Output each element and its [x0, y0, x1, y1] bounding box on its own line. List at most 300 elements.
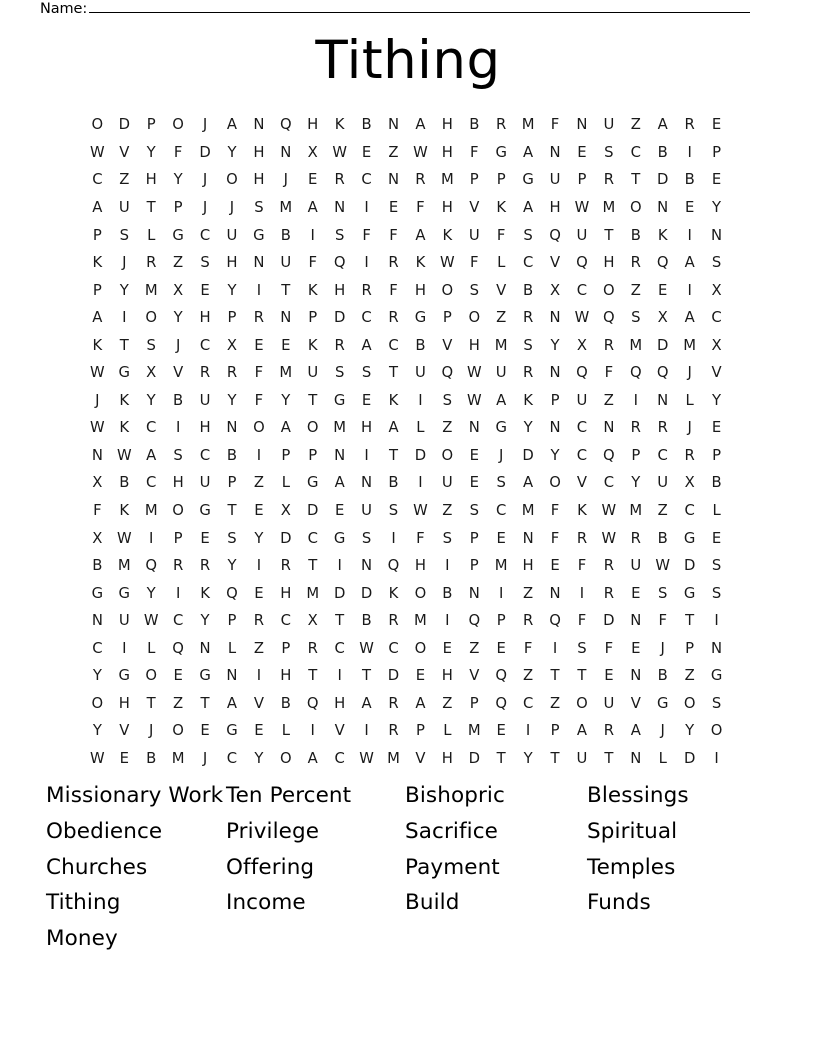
grid-cell[interactable]: C [334, 749, 346, 767]
grid-cell[interactable]: V [630, 694, 642, 712]
grid-cell[interactable]: E [469, 474, 480, 492]
grid-cell[interactable]: K [200, 584, 211, 602]
grid-cell[interactable]: Z [253, 474, 265, 492]
grid-cell[interactable]: M [629, 502, 643, 520]
grid-cell[interactable]: I [714, 612, 719, 630]
grid-cell[interactable]: S [469, 502, 480, 520]
grid-cell[interactable]: T [308, 557, 318, 575]
grid-cell[interactable]: B [119, 474, 130, 492]
grid-cell[interactable]: G [522, 171, 535, 189]
grid-cell[interactable]: R [388, 254, 399, 272]
grid-cell[interactable]: I [310, 722, 316, 740]
grid-cell[interactable]: I [714, 749, 719, 767]
grid-cell[interactable]: S [658, 584, 668, 602]
grid-cell[interactable]: D [387, 667, 400, 685]
grid-cell[interactable]: K [92, 254, 103, 272]
word-list-item[interactable]: Build [405, 890, 460, 916]
grid-cell[interactable]: A [684, 309, 695, 327]
grid-cell[interactable]: C [657, 446, 669, 464]
grid-cell[interactable]: Q [656, 364, 669, 382]
grid-cell[interactable]: N [603, 419, 615, 437]
grid-cell[interactable]: T [550, 749, 560, 767]
grid-cell[interactable]: E [415, 667, 426, 685]
grid-cell[interactable]: X [173, 281, 184, 299]
grid-cell[interactable]: S [254, 199, 264, 217]
grid-cell[interactable]: N [576, 116, 588, 134]
grid-cell[interactable]: E [711, 529, 722, 547]
grid-cell[interactable]: R [361, 281, 372, 299]
word-list-item[interactable]: Income [226, 890, 306, 916]
grid-cell[interactable]: Q [226, 584, 238, 602]
grid-cell[interactable]: L [658, 749, 668, 767]
grid-cell[interactable]: I [579, 584, 585, 602]
grid-cell[interactable]: O [172, 502, 185, 520]
grid-cell[interactable]: E [658, 281, 668, 299]
grid-cell[interactable]: L [685, 391, 694, 409]
grid-cell[interactable]: U [603, 116, 615, 134]
grid-cell[interactable]: N [334, 446, 346, 464]
grid-cell[interactable]: G [199, 667, 211, 685]
grid-cell[interactable]: A [630, 722, 642, 740]
grid-cell[interactable]: R [630, 254, 642, 272]
grid-cell[interactable]: S [442, 391, 453, 409]
grid-cell[interactable]: C [522, 254, 534, 272]
grid-cell[interactable]: V [119, 143, 130, 161]
grid-cell[interactable]: I [445, 557, 450, 575]
grid-cell[interactable]: U [549, 171, 561, 189]
grid-cell[interactable]: D [683, 749, 696, 767]
grid-cell[interactable]: P [550, 722, 560, 740]
grid-cell[interactable]: X [576, 336, 588, 354]
grid-cell[interactable]: W [90, 749, 105, 767]
grid-cell[interactable]: P [496, 612, 506, 630]
grid-cell[interactable]: G [118, 364, 131, 382]
grid-cell[interactable]: C [522, 694, 534, 712]
grid-cell[interactable]: L [227, 639, 237, 657]
grid-cell[interactable]: O [145, 667, 158, 685]
grid-cell[interactable]: Y [550, 336, 560, 354]
grid-cell[interactable]: U [118, 199, 130, 217]
grid-cell[interactable]: R [522, 309, 534, 327]
grid-cell[interactable]: S [711, 254, 722, 272]
grid-cell[interactable]: T [146, 199, 156, 217]
grid-cell[interactable]: T [577, 667, 587, 685]
grid-cell[interactable]: P [281, 639, 291, 657]
grid-cell[interactable]: O [226, 171, 238, 189]
grid-cell[interactable]: E [550, 557, 560, 575]
grid-cell[interactable]: C [146, 419, 157, 437]
grid-cell[interactable]: H [334, 281, 346, 299]
grid-cell[interactable]: P [281, 446, 291, 464]
grid-cell[interactable]: A [523, 199, 534, 217]
grid-cell[interactable]: R [253, 309, 265, 327]
grid-cell[interactable]: W [655, 557, 671, 575]
grid-cell[interactable]: Q [306, 694, 319, 712]
grid-cell[interactable]: O [414, 584, 427, 602]
grid-cell[interactable]: C [307, 529, 319, 547]
grid-cell[interactable]: S [227, 529, 237, 547]
grid-cell[interactable]: P [685, 639, 695, 657]
grid-cell[interactable]: W [466, 391, 482, 409]
grid-cell[interactable]: E [200, 529, 210, 547]
grid-cell[interactable]: R [522, 364, 534, 382]
grid-cell[interactable]: T [200, 694, 210, 712]
grid-cell[interactable]: L [443, 722, 452, 740]
grid-cell[interactable]: I [364, 722, 369, 740]
grid-cell[interactable]: U [576, 749, 588, 767]
grid-cell[interactable]: Q [279, 116, 292, 134]
grid-cell[interactable]: A [280, 419, 292, 437]
grid-cell[interactable]: H [441, 143, 454, 161]
grid-cell[interactable]: W [359, 749, 375, 767]
grid-cell[interactable]: R [603, 557, 615, 575]
grid-cell[interactable]: I [687, 143, 693, 161]
grid-cell[interactable]: C [334, 639, 346, 657]
grid-cell[interactable]: P [92, 281, 103, 299]
grid-cell[interactable]: H [172, 474, 184, 492]
grid-cell[interactable]: C [603, 474, 615, 492]
grid-cell[interactable]: O [441, 281, 454, 299]
grid-cell[interactable]: E [281, 336, 291, 354]
grid-cell[interactable]: Z [442, 694, 453, 712]
grid-cell[interactable]: B [92, 557, 103, 575]
grid-cell[interactable]: A [496, 391, 507, 409]
grid-cell[interactable]: G [253, 226, 265, 244]
grid-cell[interactable]: Z [442, 502, 453, 520]
grid-cell[interactable]: B [684, 171, 695, 189]
grid-cell[interactable]: H [307, 116, 319, 134]
grid-cell[interactable]: T [496, 749, 506, 767]
grid-cell[interactable]: G [307, 474, 319, 492]
grid-cell[interactable]: S [523, 336, 533, 354]
grid-cell[interactable]: N [361, 557, 373, 575]
grid-cell[interactable]: R [199, 364, 211, 382]
grid-cell[interactable]: K [334, 116, 345, 134]
grid-cell[interactable]: L [712, 502, 721, 520]
grid-cell[interactable]: G [172, 226, 185, 244]
grid-cell[interactable]: I [256, 667, 262, 685]
grid-cell[interactable]: U [495, 364, 507, 382]
grid-cell[interactable]: Y [685, 722, 695, 740]
grid-cell[interactable]: U [199, 391, 211, 409]
grid-cell[interactable]: M [494, 557, 508, 575]
grid-cell[interactable]: E [200, 281, 210, 299]
grid-cell[interactable]: S [442, 529, 453, 547]
grid-cell[interactable]: M [279, 199, 293, 217]
grid-cell[interactable]: W [143, 612, 159, 630]
grid-cell[interactable]: F [173, 143, 183, 161]
grid-cell[interactable]: I [445, 612, 450, 630]
grid-cell[interactable]: E [361, 143, 372, 161]
grid-cell[interactable]: G [683, 584, 696, 602]
grid-cell[interactable]: B [226, 446, 238, 464]
grid-cell[interactable]: D [657, 171, 669, 189]
grid-cell[interactable]: S [146, 336, 157, 354]
grid-cell[interactable]: H [280, 584, 292, 602]
grid-cell[interactable]: L [497, 254, 506, 272]
grid-cell[interactable]: A [307, 749, 318, 767]
grid-cell[interactable]: I [552, 639, 558, 657]
grid-cell[interactable]: H [603, 254, 615, 272]
grid-cell[interactable]: Y [146, 584, 156, 602]
grid-cell[interactable]: O [91, 116, 104, 134]
grid-cell[interactable]: U [118, 612, 130, 630]
grid-cell[interactable]: H [441, 116, 454, 134]
grid-cell[interactable]: C [199, 336, 211, 354]
grid-cell[interactable]: M [440, 171, 454, 189]
grid-cell[interactable]: S [711, 557, 722, 575]
grid-cell[interactable]: U [657, 474, 669, 492]
grid-cell[interactable]: H [145, 171, 157, 189]
grid-cell[interactable]: Q [603, 309, 615, 327]
grid-cell[interactable]: A [226, 694, 238, 712]
grid-cell[interactable]: W [574, 199, 590, 217]
grid-cell[interactable]: F [523, 639, 533, 657]
grid-cell[interactable]: A [388, 419, 399, 437]
grid-cell[interactable]: R [684, 446, 695, 464]
grid-cell[interactable]: M [521, 502, 535, 520]
grid-cell[interactable]: Z [630, 116, 642, 134]
grid-cell[interactable]: U [630, 557, 642, 575]
grid-cell[interactable]: V [469, 667, 480, 685]
grid-cell[interactable]: W [90, 419, 105, 437]
grid-cell[interactable]: R [199, 557, 211, 575]
grid-cell[interactable]: S [361, 529, 372, 547]
grid-cell[interactable]: Q [495, 694, 508, 712]
grid-cell[interactable]: J [202, 116, 208, 134]
grid-cell[interactable]: V [415, 749, 426, 767]
grid-cell[interactable]: G [683, 529, 696, 547]
grid-cell[interactable]: I [122, 309, 127, 327]
grid-cell[interactable]: V [173, 364, 184, 382]
grid-cell[interactable]: F [577, 557, 587, 575]
grid-cell[interactable]: M [521, 116, 535, 134]
grid-cell[interactable]: H [468, 336, 481, 354]
grid-cell[interactable]: Y [227, 391, 237, 409]
grid-cell[interactable]: X [684, 474, 695, 492]
word-search-grid[interactable] [84, 112, 730, 773]
grid-cell[interactable]: I [525, 722, 531, 740]
grid-cell[interactable]: W [413, 143, 428, 161]
grid-cell[interactable]: F [496, 226, 506, 244]
grid-cell[interactable]: N [549, 419, 561, 437]
grid-cell[interactable]: Y [523, 749, 533, 767]
grid-cell[interactable]: J [95, 391, 100, 409]
grid-cell[interactable]: B [388, 474, 399, 492]
grid-cell[interactable]: M [333, 419, 347, 437]
grid-cell[interactable]: P [227, 612, 237, 630]
grid-cell[interactable]: H [361, 419, 373, 437]
grid-cell[interactable]: W [90, 364, 105, 382]
grid-cell[interactable]: C [361, 171, 372, 189]
grid-cell[interactable]: K [92, 336, 103, 354]
grid-cell[interactable]: B [361, 116, 372, 134]
grid-cell[interactable]: L [147, 639, 156, 657]
grid-cell[interactable]: A [523, 143, 534, 161]
grid-cell[interactable]: F [604, 364, 614, 382]
grid-cell[interactable]: G [118, 584, 131, 602]
grid-cell[interactable]: P [173, 529, 183, 547]
grid-cell[interactable]: X [711, 281, 722, 299]
grid-cell[interactable]: E [361, 391, 372, 409]
grid-cell[interactable]: E [388, 199, 399, 217]
grid-cell[interactable]: Y [281, 391, 291, 409]
grid-cell[interactable]: Z [173, 254, 184, 272]
grid-cell[interactable]: T [604, 226, 614, 244]
grid-cell[interactable]: U [576, 226, 588, 244]
grid-cell[interactable]: R [172, 557, 184, 575]
grid-cell[interactable]: D [199, 143, 211, 161]
grid-cell[interactable]: M [144, 502, 158, 520]
grid-cell[interactable]: G [333, 529, 346, 547]
grid-cell[interactable]: D [333, 309, 346, 327]
grid-cell[interactable]: Y [146, 143, 156, 161]
grid-cell[interactable]: Z [549, 694, 561, 712]
grid-cell[interactable]: V [711, 364, 722, 382]
grid-cell[interactable]: E [604, 667, 614, 685]
grid-cell[interactable]: Y [92, 722, 103, 740]
grid-cell[interactable]: E [254, 584, 264, 602]
grid-cell[interactable]: B [711, 474, 722, 492]
grid-cell[interactable]: G [118, 667, 131, 685]
grid-cell[interactable]: C [388, 336, 399, 354]
grid-cell[interactable]: X [307, 143, 318, 161]
word-list-item[interactable]: Blessings [587, 783, 689, 808]
grid-cell[interactable]: C [226, 749, 238, 767]
grid-cell[interactable]: W [601, 529, 617, 547]
grid-cell[interactable]: H [226, 254, 238, 272]
grid-cell[interactable]: D [307, 502, 319, 520]
grid-cell[interactable]: Q [441, 364, 454, 382]
grid-cell[interactable]: D [657, 336, 669, 354]
grid-cell[interactable]: C [199, 446, 211, 464]
grid-cell[interactable]: Y [227, 143, 237, 161]
grid-cell[interactable]: D [522, 446, 535, 464]
grid-cell[interactable]: A [334, 474, 345, 492]
grid-cell[interactable]: N [630, 612, 642, 630]
grid-cell[interactable]: N [361, 474, 373, 492]
grid-cell[interactable]: B [630, 226, 642, 244]
grid-cell[interactable]: L [281, 722, 291, 740]
grid-cell[interactable]: P [146, 116, 156, 134]
grid-cell[interactable]: Y [200, 612, 210, 630]
grid-cell[interactable]: D [603, 612, 615, 630]
grid-cell[interactable]: O [91, 694, 104, 712]
grid-cell[interactable]: A [226, 116, 238, 134]
grid-cell[interactable]: H [253, 143, 265, 161]
grid-cell[interactable]: S [388, 502, 399, 520]
grid-cell[interactable]: P [92, 226, 103, 244]
grid-cell[interactable]: N [549, 364, 561, 382]
grid-cell[interactable]: Z [388, 143, 399, 161]
grid-cell[interactable]: N [253, 116, 265, 134]
grid-cell[interactable]: I [337, 557, 343, 575]
grid-cell[interactable]: N [226, 667, 238, 685]
grid-cell[interactable]: E [173, 667, 183, 685]
grid-cell[interactable]: U [226, 226, 238, 244]
grid-cell[interactable]: I [418, 474, 423, 492]
grid-cell[interactable]: K [307, 281, 318, 299]
grid-cell[interactable]: Q [576, 254, 588, 272]
grid-cell[interactable]: Y [523, 419, 533, 437]
grid-cell[interactable]: P [227, 309, 237, 327]
word-list-item[interactable]: Money [46, 926, 118, 952]
grid-cell[interactable]: Q [629, 364, 642, 382]
grid-cell[interactable]: V [576, 474, 588, 492]
grid-cell[interactable]: M [602, 199, 616, 217]
word-list-item[interactable]: Churches [46, 854, 148, 880]
word-list-item[interactable]: Privilege [226, 818, 320, 844]
grid-cell[interactable]: N [387, 171, 400, 189]
grid-cell[interactable]: J [149, 722, 154, 740]
grid-cell[interactable]: X [92, 474, 103, 492]
grid-cell[interactable]: J [202, 199, 208, 217]
grid-cell[interactable]: R [226, 364, 238, 382]
grid-cell[interactable]: P [469, 171, 479, 189]
grid-cell[interactable]: C [388, 639, 399, 657]
grid-cell[interactable]: H [334, 694, 346, 712]
grid-cell[interactable]: R [496, 116, 507, 134]
grid-cell[interactable]: K [577, 502, 587, 520]
grid-cell[interactable]: V [549, 254, 561, 272]
grid-cell[interactable]: E [308, 171, 318, 189]
grid-cell[interactable]: U [441, 474, 453, 492]
grid-cell[interactable]: S [523, 226, 533, 244]
grid-cell[interactable]: Y [119, 281, 129, 299]
grid-cell[interactable]: T [550, 667, 560, 685]
grid-cell[interactable]: G [710, 667, 723, 685]
grid-cell[interactable]: R [280, 557, 292, 575]
grid-cell[interactable]: Q [549, 612, 562, 630]
grid-cell[interactable]: C [92, 639, 103, 657]
grid-cell[interactable]: G [495, 143, 508, 161]
grid-cell[interactable]: S [173, 446, 184, 464]
grid-cell[interactable]: O [172, 722, 185, 740]
grid-cell[interactable]: S [711, 694, 722, 712]
word-list-item[interactable]: Spiritual [587, 818, 678, 844]
grid-cell[interactable]: A [361, 336, 372, 354]
grid-cell[interactable]: K [442, 226, 453, 244]
grid-cell[interactable]: D [414, 446, 427, 464]
grid-cell[interactable]: K [657, 226, 668, 244]
grid-cell[interactable]: L [416, 419, 425, 437]
grid-cell[interactable]: N [280, 143, 292, 161]
grid-cell[interactable]: N [549, 584, 561, 602]
grid-cell[interactable]: R [603, 722, 615, 740]
grid-cell[interactable]: G [333, 391, 346, 409]
grid-cell[interactable]: J [660, 722, 666, 740]
grid-cell[interactable]: U [415, 364, 427, 382]
grid-cell[interactable]: I [256, 281, 262, 299]
grid-cell[interactable]: U [576, 391, 588, 409]
grid-cell[interactable]: R [603, 171, 615, 189]
grid-cell[interactable]: R [307, 639, 319, 657]
grid-cell[interactable]: P [469, 557, 479, 575]
grid-cell[interactable]: Q [387, 557, 400, 575]
word-list-item[interactable]: Temples [587, 854, 676, 880]
grid-cell[interactable]: S [711, 584, 722, 602]
grid-cell[interactable]: M [306, 584, 320, 602]
grid-cell[interactable]: R [630, 529, 642, 547]
grid-cell[interactable]: Z [657, 502, 668, 520]
grid-cell[interactable]: R [334, 336, 345, 354]
grid-cell[interactable]: U [199, 474, 211, 492]
grid-cell[interactable]: D [468, 749, 481, 767]
grid-cell[interactable]: X [307, 612, 318, 630]
grid-cell[interactable]: F [308, 254, 318, 272]
grid-cell[interactable]: F [658, 612, 668, 630]
grid-cell[interactable]: Z [253, 639, 265, 657]
